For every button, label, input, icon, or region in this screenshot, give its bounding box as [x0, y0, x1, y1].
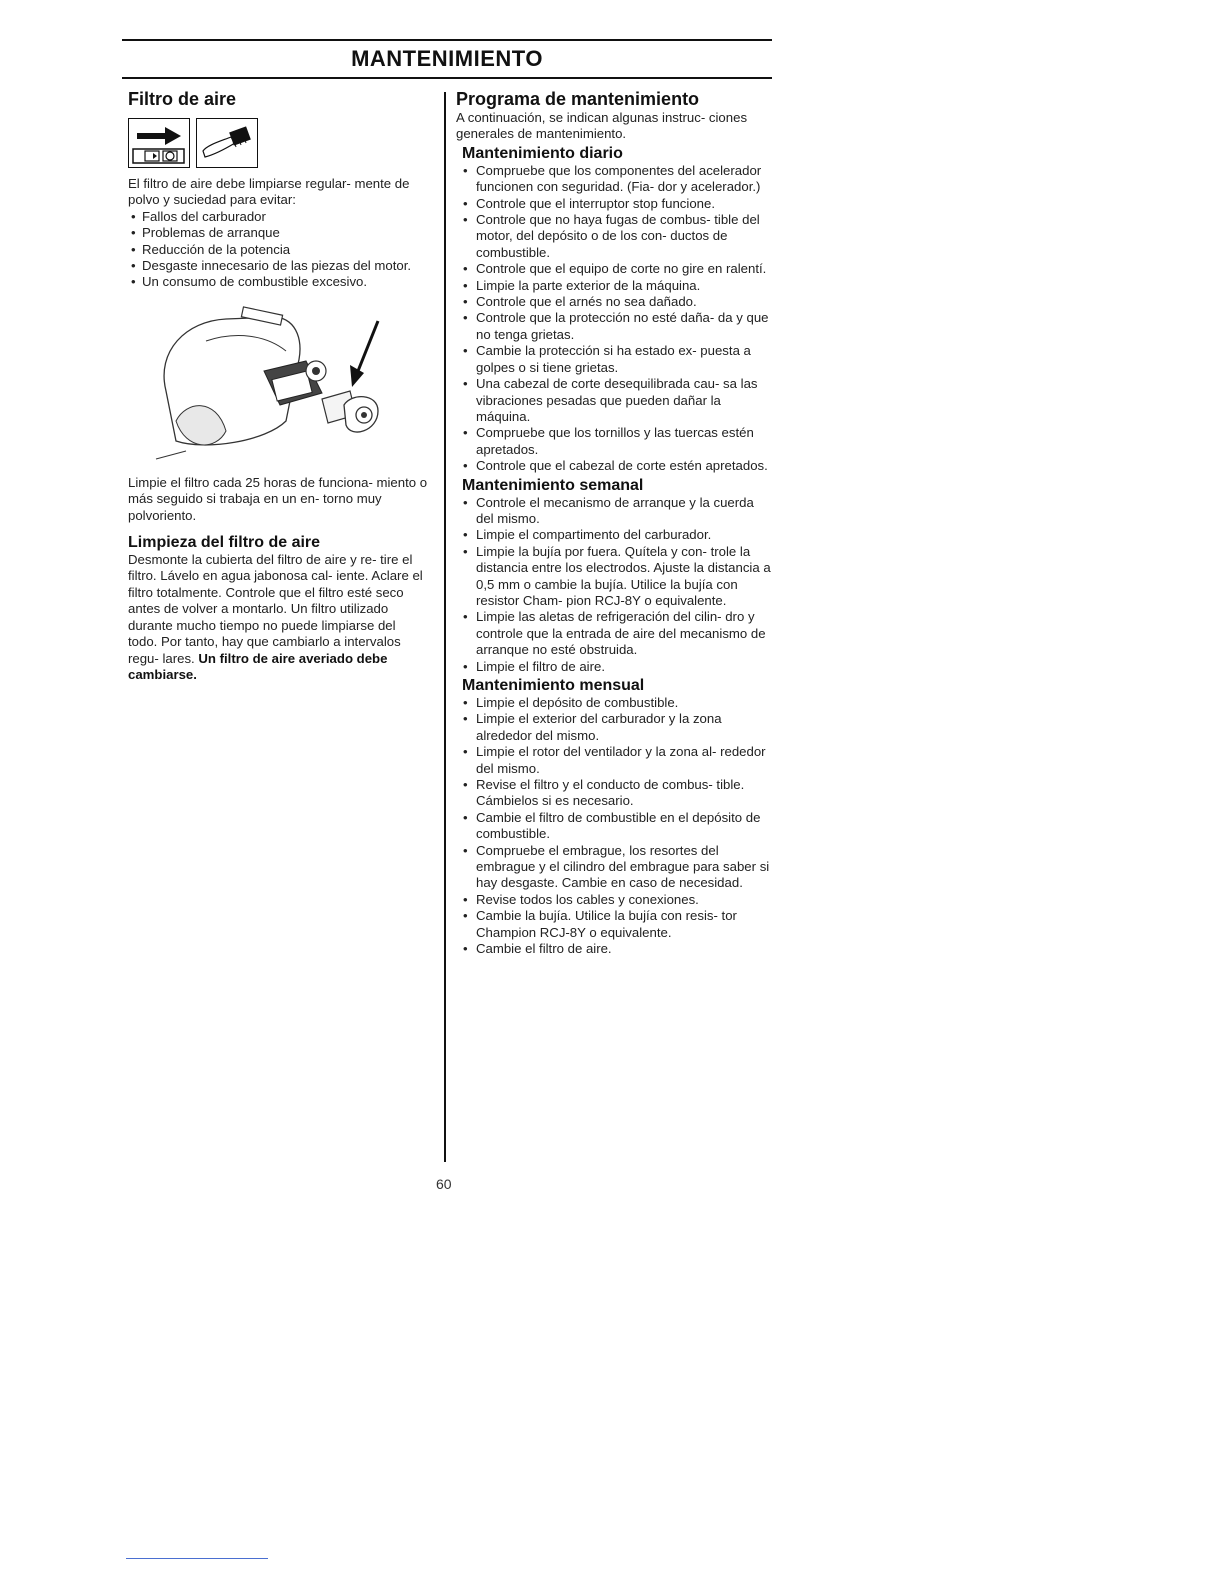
section-title-cleaning: Limpieza del filtro de aire	[128, 534, 321, 552]
list-item: • Cambie el filtro de aire.	[456, 941, 774, 957]
page-title: MANTENIMIENTO	[351, 46, 543, 71]
list-item: • Cambie la bujía. Utilice la bujía con resis- tor Champion RCJ-8Y o equivalente.	[456, 908, 774, 941]
list-item: • Fallos del carburador	[128, 209, 428, 225]
page-number: 60	[436, 1176, 452, 1192]
cleaning-text: Desmonte la cubierta del filtro de aire y re- tire el filtro. Lávelo en agua jabonosa cal- iente. Aclare el filtro totalmente. Controle que el filtro esté seco antes de volver a montarlo. Un filtro utilizado durante mucho tiempo no puede limpiarse del todo. Por tanto, hay que cambiarlo a intervalos regu- lares.	[128, 552, 423, 666]
list-item: • Desgaste innecesario de las piezas del motor.	[128, 258, 428, 274]
symbol-row	[128, 118, 428, 168]
list-item: • Controle que no haya fugas de combus- tible del motor, del depósito o de los con- ductos de combustible.	[456, 212, 774, 261]
section-title-schedule: Programa de mantenimiento	[456, 89, 700, 109]
section-title-weekly: Mantenimiento semanal	[462, 476, 644, 494]
monthly-list	[456, 695, 774, 958]
maintenance-symbol-icon	[128, 118, 190, 168]
list-item: • Limpie la bujía por fuera. Quítela y con- trole la distancia entre los electrodos. Ajuste la distancia a 0,5 mm o cambie la bujía. Utilice la bujía con resistor Cham- pion RCJ-8Y o equivalente.	[456, 544, 774, 610]
column-divider	[444, 92, 446, 1162]
list-item: • Controle que el arnés no sea dañado.	[456, 294, 774, 310]
air-filter-issue-list	[128, 209, 428, 291]
list-item: • Reducción de la potencia	[128, 242, 428, 258]
schedule-intro: A continuación, se indican algunas instruc- ciones generales de mantenimiento.	[456, 110, 748, 142]
list-item: • Limpie el exterior del carburador y la zona alrededor del mismo.	[456, 711, 774, 744]
bottom-link-underline	[126, 1558, 268, 1559]
air-filter-illustration	[146, 301, 386, 461]
list-item: • Limpie el rotor del ventilador y la zona al- rededor del mismo.	[456, 744, 774, 777]
list-item: • Limpie la parte exterior de la máquina.	[456, 278, 774, 294]
brush-icon	[196, 118, 258, 168]
list-item: • Limpie el compartimento del carburador.	[456, 527, 774, 543]
right-column	[456, 88, 774, 958]
list-item: • Cambie la protección si ha estado ex- puesta a golpes o si tiene grietas.	[456, 343, 774, 376]
header-rule-top	[122, 39, 772, 41]
header-rule-bottom	[122, 77, 772, 79]
list-item: • Limpie el filtro de aire.	[456, 659, 774, 675]
list-item: • Revise todos los cables y conexiones.	[456, 892, 774, 908]
daily-list	[456, 163, 774, 475]
list-item: • Una cabezal de corte desequilibrada cau- sa las vibraciones pesadas que pueden dañar la máquina.	[456, 376, 774, 425]
list-item: • Cambie el filtro de combustible en el depósito de combustible.	[456, 810, 774, 843]
list-item: • Controle que el interruptor stop funcione.	[456, 196, 774, 212]
left-column	[128, 88, 428, 683]
list-item: • Un consumo de combustible excesivo.	[128, 274, 428, 290]
list-item: • Limpie las aletas de refrigeración del cilin- dro y controle que la entrada de aire del mecanismo de arranque no esté obstruida.	[456, 609, 774, 658]
list-item: • Controle que la protección no esté daña- da y que no tenga grietas.	[456, 310, 774, 343]
weekly-list	[456, 495, 774, 675]
air-filter-intro: El filtro de aire debe limpiarse regular- mente de polvo y suciedad para evitar:	[128, 176, 410, 208]
list-item: • Revise el filtro y el conducto de combus- tible. Cámbielos si es necesario.	[456, 777, 774, 810]
list-item: • Controle que el equipo de corte no gire en ralentí.	[456, 261, 774, 277]
list-item: • Controle que el cabezal de corte estén apretados.	[456, 458, 774, 474]
list-item: • Controle el mecanismo de arranque y la cuerda del mismo.	[456, 495, 774, 528]
section-title-daily: Mantenimiento diario	[462, 144, 623, 162]
list-item: • Limpie el depósito de combustible.	[456, 695, 774, 711]
cleaning-warning: Un filtro de aire averiado debe cambiarse.	[128, 650, 388, 682]
section-title-monthly: Mantenimiento mensual	[462, 677, 645, 694]
list-item: • Problemas de arranque	[128, 225, 428, 241]
list-item: • Compruebe que los tornillos y las tuercas estén apretados.	[456, 425, 774, 458]
cleaning-instructions	[128, 552, 428, 683]
cleaning-interval-note: Limpie el filtro cada 25 horas de funciona- miento o más seguido si trabaja en un en- torno muy polvoriento.	[128, 474, 428, 523]
list-item: • Compruebe que los componentes del acelerador funcionen con seguridad. (Fia- dor y acelerador.)	[456, 163, 774, 196]
section-title-air-filter: Filtro de aire	[128, 89, 237, 109]
list-item: • Compruebe el embrague, los resortes del embrague y el cilindro del embrague para saber si hay desgaste. Cambie en caso de necesidad.	[456, 843, 774, 892]
